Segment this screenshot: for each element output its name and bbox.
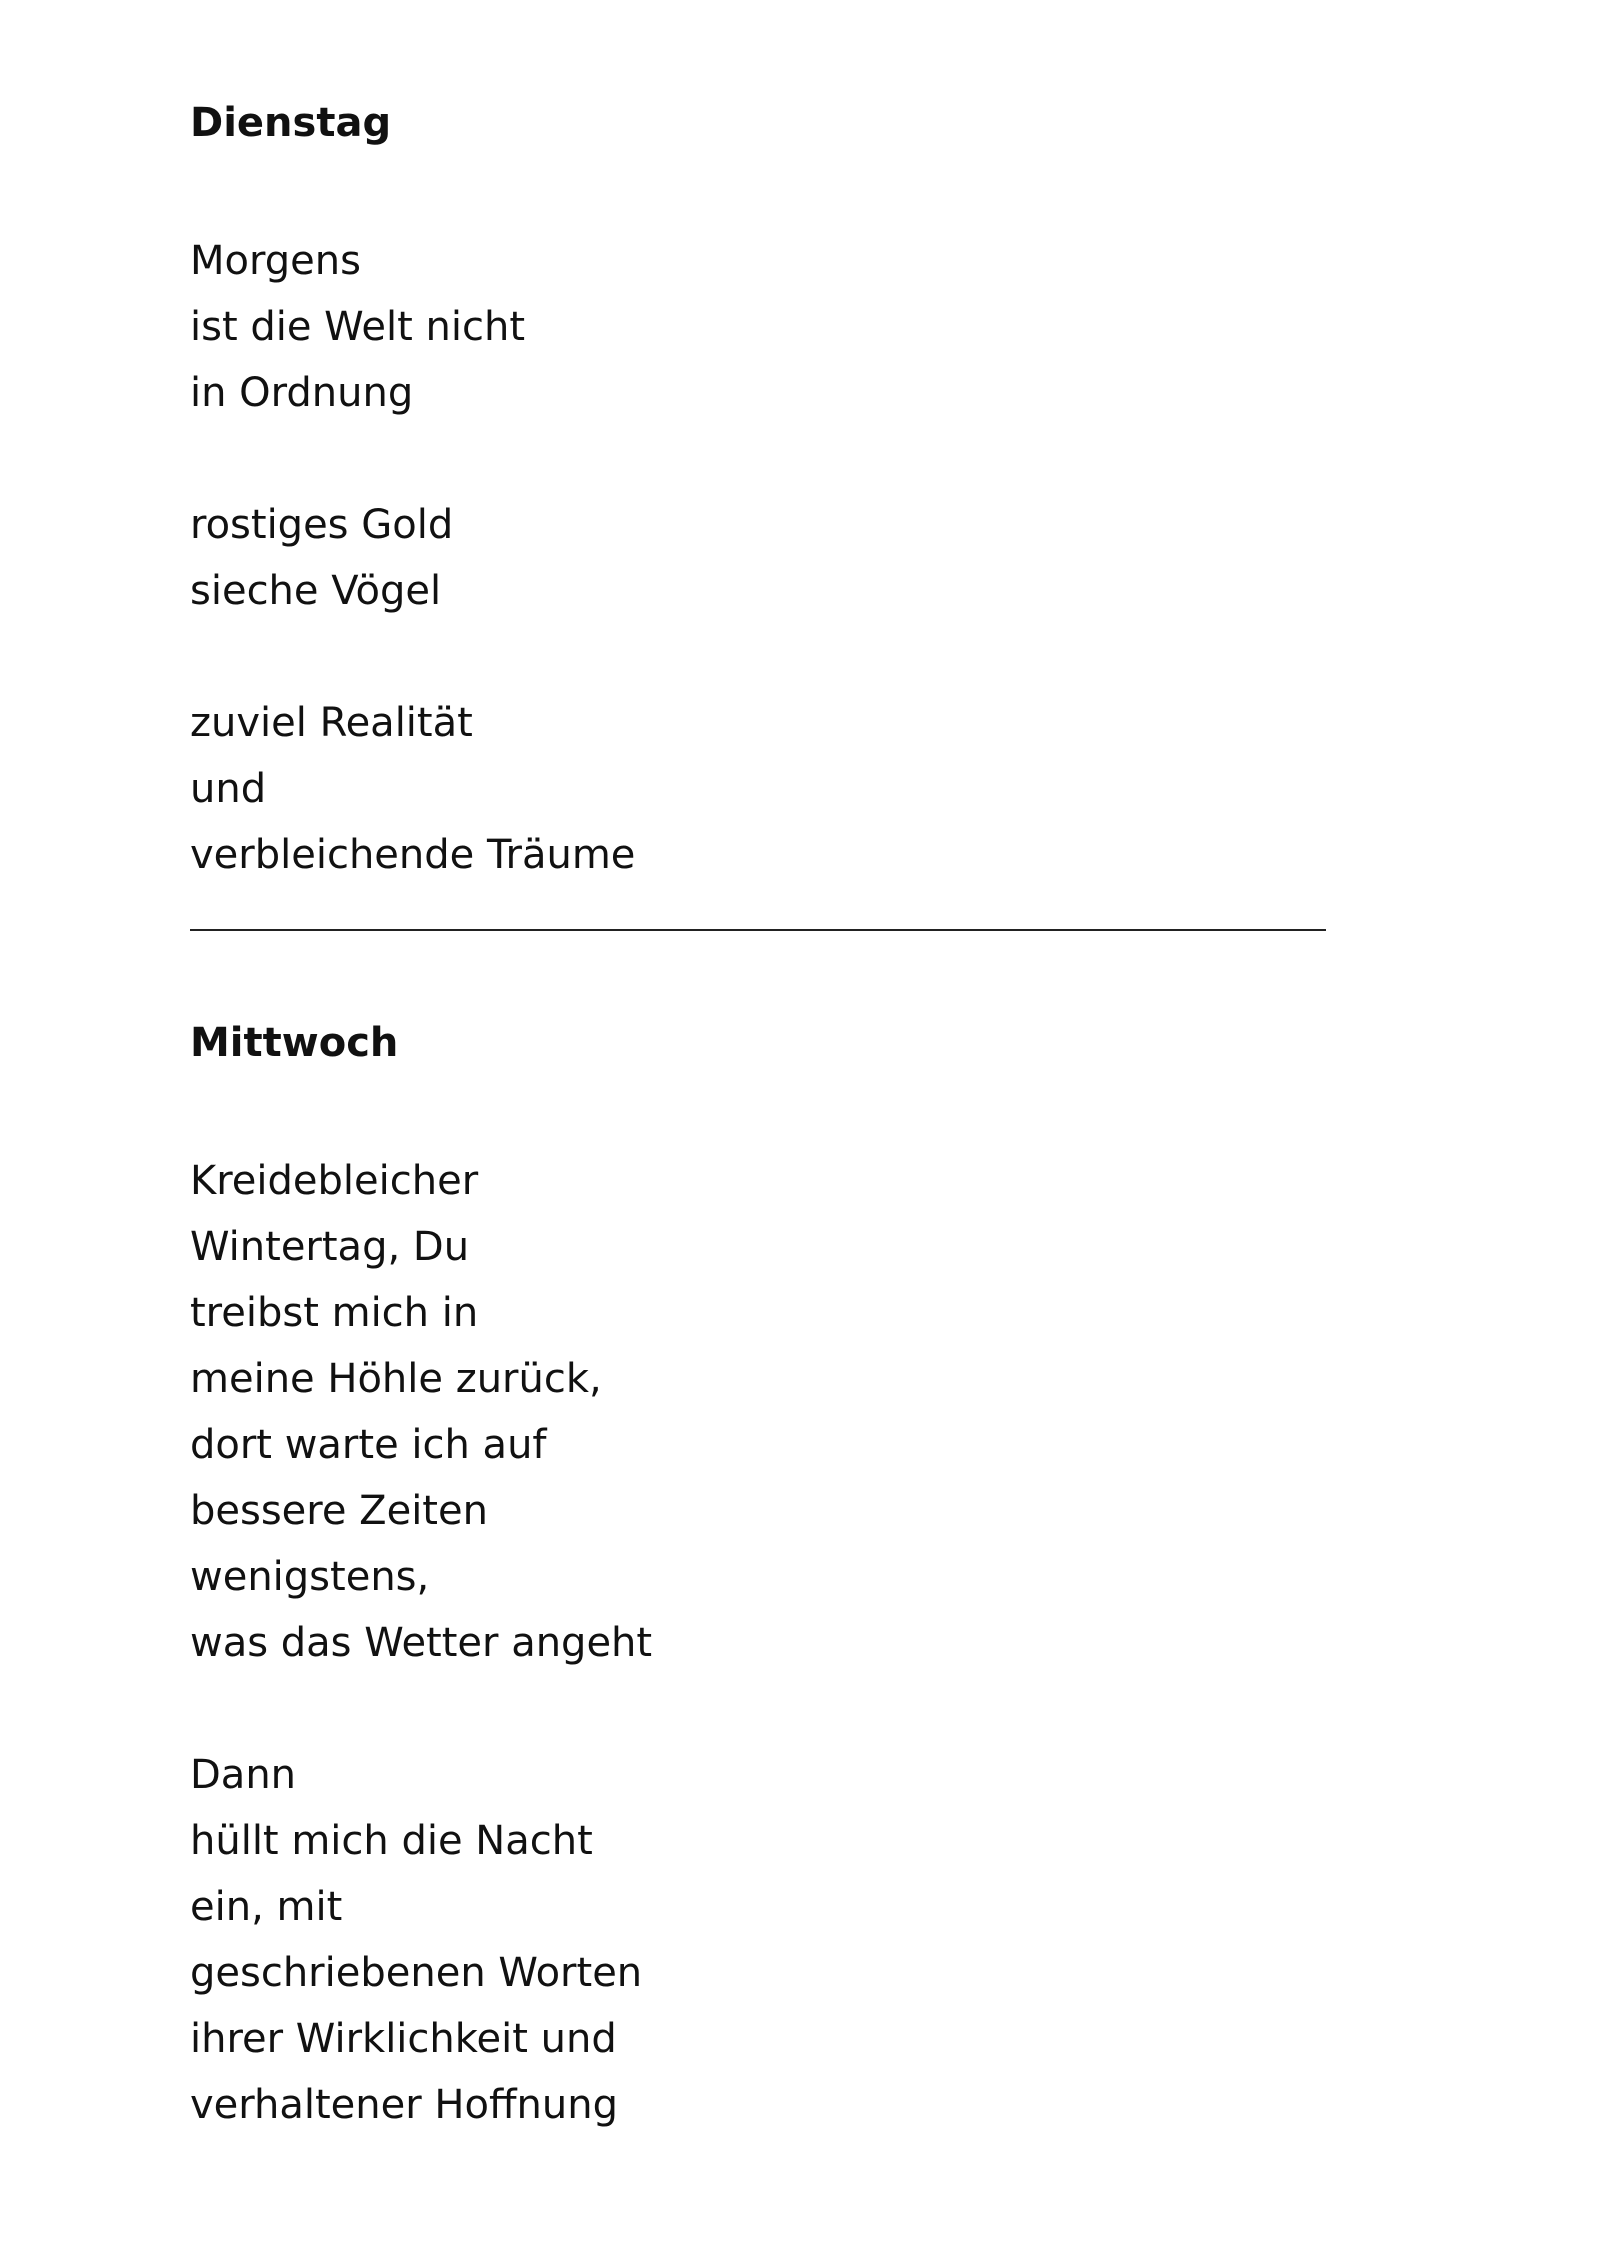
spacer (190, 1676, 1340, 1742)
stanza (190, 1148, 1340, 1676)
section-divider (190, 929, 1326, 931)
poem-title: Mittwoch (190, 1020, 399, 1066)
poem-line: treibst mich in (190, 1290, 479, 1336)
poem-title: Dienstag (190, 100, 392, 146)
stanza (190, 1742, 1340, 2138)
poem-line: was das Wetter angeht (190, 1620, 653, 1666)
stanza (190, 690, 1340, 888)
poem-line: wenigstens, (190, 1554, 430, 1600)
spacer (190, 1070, 1340, 1148)
poem-line: Morgens (190, 238, 361, 284)
poem-line: dort warte ich auf (190, 1422, 547, 1468)
poem-line: sieche Vögel (190, 568, 442, 614)
spacer (190, 624, 1340, 690)
poem-line: geschriebenen Worten (190, 1950, 643, 1996)
poem-line: meine Höhle zurück, (190, 1356, 602, 1402)
poem-line: verbleichende Träume (190, 832, 636, 878)
poem-line: bessere Zeiten (190, 1488, 488, 1534)
poem-line: Dann (190, 1752, 297, 1798)
poem-line: verhaltener Hoffnung (190, 2082, 618, 2128)
poem-mittwoch (190, 1016, 1340, 2138)
poem-line: ist die Welt nicht (190, 304, 525, 350)
spacer (190, 426, 1340, 492)
spacer (190, 150, 1340, 228)
poem-line: Kreidebleicher (190, 1158, 479, 1204)
poem-dienstag (190, 96, 1340, 888)
poem-line: Wintertag, Du (190, 1224, 470, 1270)
poem-line: ein, mit (190, 1884, 343, 1930)
poem-line: rostiges Gold (190, 502, 454, 548)
poem-line: und (190, 766, 267, 812)
poem-line: zuviel Realität (190, 700, 473, 746)
stanza (190, 228, 1340, 426)
poem-line: in Ordnung (190, 370, 414, 416)
stanza (190, 492, 1340, 624)
poem-line: ihrer Wirklichkeit und (190, 2016, 617, 2062)
poem-line: hüllt mich die Nacht (190, 1818, 593, 1864)
